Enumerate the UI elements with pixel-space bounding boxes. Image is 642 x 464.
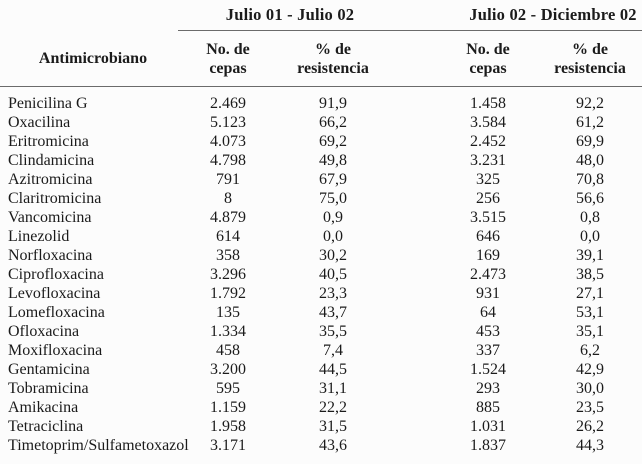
antimicrobial-name-cell: Tobramicina (8, 380, 89, 397)
gap-cell (388, 170, 438, 189)
value-cell: 1.159 (210, 399, 246, 416)
gap-cell (388, 398, 438, 417)
value-cell: 256 (476, 190, 500, 207)
value-cell: 42,9 (576, 361, 604, 378)
value-cell: 31,1 (319, 380, 347, 397)
table-row (0, 132, 642, 151)
value-cell: 8 (224, 190, 232, 207)
value-cell: 931 (476, 285, 500, 302)
value-cell: 22,2 (319, 399, 347, 416)
value-cell: 56,6 (576, 190, 604, 207)
table-row (0, 265, 642, 284)
value-cell: 3.171 (210, 437, 246, 454)
value-cell: 69,2 (319, 133, 347, 150)
gap-cell (388, 246, 438, 265)
value-cell: 43,6 (319, 437, 347, 454)
value-cell: 1.958 (210, 418, 246, 435)
value-cell: 23,5 (576, 399, 604, 416)
value-cell: 7,4 (323, 342, 343, 359)
table-row (0, 417, 642, 436)
value-cell: 0,9 (323, 209, 343, 226)
value-cell: 67,9 (319, 171, 347, 188)
value-cell: 91,9 (319, 95, 347, 112)
header-line: cepas (469, 59, 507, 77)
period-1-header: Julio 01 - Julio 02 (178, 0, 388, 31)
antimicrobial-name-cell: Clindamicina (8, 152, 95, 169)
header-line: resistencia (297, 59, 369, 77)
value-cell: 43,7 (319, 304, 347, 321)
value-cell: 337 (476, 342, 500, 359)
value-cell: 4.798 (210, 152, 246, 169)
table-row (0, 360, 642, 379)
gap-header-cell (388, 31, 438, 87)
value-cell: 3.200 (210, 361, 246, 378)
gap-cell (388, 265, 438, 284)
antimicrobial-name-cell: Ciprofloxacina (8, 266, 104, 283)
table-row (0, 341, 642, 360)
value-cell: 3.515 (470, 209, 506, 226)
gap-cell (388, 417, 438, 436)
value-cell: 169 (476, 247, 500, 264)
gap-cell (388, 303, 438, 322)
value-cell: 64 (480, 304, 496, 321)
antimicrobial-name-cell: Vancomicina (8, 209, 92, 226)
value-cell: 3.296 (210, 266, 246, 283)
value-cell: 44,5 (319, 361, 347, 378)
table-row (0, 303, 642, 322)
value-cell: 646 (476, 228, 500, 245)
gap-cell (388, 379, 438, 398)
value-cell: 1.031 (470, 418, 506, 435)
header-line: % de (315, 40, 351, 58)
value-cell: 453 (476, 323, 500, 340)
value-cell: 23,3 (319, 285, 347, 302)
value-cell: 6,2 (580, 342, 600, 359)
antimicrobial-name-cell: Timetoprim/Sulfametoxazol (8, 437, 189, 454)
value-cell: 66,2 (319, 114, 347, 131)
value-cell: 2.469 (210, 95, 246, 112)
table-row (0, 151, 642, 170)
value-cell: 0,0 (580, 228, 600, 245)
value-cell: 69,9 (576, 133, 604, 150)
gap-cell (388, 322, 438, 341)
antimicrobial-name-cell: Eritromicina (8, 133, 89, 150)
table-row (0, 398, 642, 417)
table-row (0, 170, 642, 189)
table-row (0, 189, 642, 208)
column-header-row (0, 31, 642, 87)
value-cell: 0,0 (323, 228, 343, 245)
value-cell: 92,2 (576, 95, 604, 112)
value-cell: 4.073 (210, 133, 246, 150)
antimicrobial-name-cell: Lomefloxacina (8, 304, 105, 321)
value-cell: 2.452 (470, 133, 506, 150)
value-cell: 35,1 (576, 323, 604, 340)
table-row (0, 113, 642, 132)
value-cell: 0,8 (580, 209, 600, 226)
gap-cell (388, 189, 438, 208)
value-cell: 3.584 (470, 114, 506, 131)
gap-cell (388, 227, 438, 246)
header-line: cepas (209, 59, 247, 77)
value-cell: 26,2 (576, 418, 604, 435)
gap-cell (388, 151, 438, 170)
value-cell: 70,8 (576, 171, 604, 188)
p1-cepas-header (178, 31, 278, 87)
gap-cell (388, 87, 438, 114)
antimicrobial-name-cell: Azitromicina (8, 171, 93, 188)
value-cell: 1.837 (470, 437, 506, 454)
gap-cell (388, 132, 438, 151)
corner-cell (0, 0, 178, 31)
value-cell: 325 (476, 171, 500, 188)
antimicrobial-name-cell: Levofloxacina (8, 285, 101, 302)
value-cell: 40,5 (319, 266, 347, 283)
value-cell: 614 (216, 228, 240, 245)
header-line: resistencia (554, 59, 626, 77)
table-row (0, 322, 642, 341)
antimicrobial-name-cell: Ofloxacina (8, 323, 80, 340)
value-cell: 35,5 (319, 323, 347, 340)
value-cell: 458 (216, 342, 240, 359)
value-cell: 75,0 (319, 190, 347, 207)
gap-cell (388, 341, 438, 360)
antimicrobial-name-cell: Penicilina G (8, 95, 88, 112)
value-cell: 1.792 (210, 285, 246, 302)
table-row (0, 379, 642, 398)
header-line: % de (572, 40, 608, 58)
value-cell: 44,3 (576, 437, 604, 454)
table-row (0, 436, 642, 455)
value-cell: 30,2 (319, 247, 347, 264)
period-2-header: Julio 02 - Diciembre 02 (438, 0, 642, 31)
value-cell: 293 (476, 380, 500, 397)
value-cell: 1.334 (210, 323, 246, 340)
header-line: No. de (466, 40, 510, 58)
antimicrobial-name-cell: Claritromicina (8, 190, 102, 207)
table-row (0, 87, 642, 114)
antimicrobial-name-cell: Moxifloxacina (8, 342, 103, 359)
value-cell: 135 (216, 304, 240, 321)
value-cell: 1.458 (470, 95, 506, 112)
antimicrobial-name-cell: Amikacina (8, 399, 79, 416)
value-cell: 31,5 (319, 418, 347, 435)
value-cell: 38,5 (576, 266, 604, 283)
table-row (0, 246, 642, 265)
value-cell: 53,1 (576, 304, 604, 321)
header-line: No. de (206, 40, 250, 58)
table-row (0, 227, 642, 246)
value-cell: 3.231 (470, 152, 506, 169)
antimicrobial-column-header: Antimicrobiano (0, 31, 178, 87)
antimicrobial-name-cell: Norfloxacina (8, 247, 93, 264)
value-cell: 48,0 (576, 152, 604, 169)
value-cell: 791 (216, 171, 240, 188)
table-row (0, 208, 642, 227)
value-cell: 61,2 (576, 114, 604, 131)
period-gap-cell (388, 0, 438, 31)
table-body (0, 87, 642, 456)
antimicrobial-name-cell: Gentamicina (8, 361, 90, 378)
p2-resistencia-header (538, 31, 642, 87)
antimicrobial-name-cell: Linezolid (8, 228, 70, 245)
gap-cell (388, 208, 438, 227)
table-row (0, 284, 642, 303)
value-cell: 5.123 (210, 114, 246, 131)
value-cell: 358 (216, 247, 240, 264)
value-cell: 30,0 (576, 380, 604, 397)
value-cell: 27,1 (576, 285, 604, 302)
value-cell: 885 (476, 399, 500, 416)
gap-cell (388, 360, 438, 379)
gap-cell (388, 284, 438, 303)
value-cell: 39,1 (576, 247, 604, 264)
value-cell: 4.879 (210, 209, 246, 226)
gap-cell (388, 113, 438, 132)
period-header-row (0, 0, 642, 31)
value-cell: 2.473 (470, 266, 506, 283)
value-cell: 49,8 (319, 152, 347, 169)
antimicrobial-name-cell: Oxacilina (8, 114, 71, 131)
gap-cell (388, 436, 438, 455)
value-cell: 595 (216, 380, 240, 397)
p2-cepas-header (438, 31, 538, 87)
p1-resistencia-header (278, 31, 388, 87)
value-cell: 1.524 (470, 361, 506, 378)
antimicrobial-name-cell: Tetraciclina (8, 418, 84, 435)
